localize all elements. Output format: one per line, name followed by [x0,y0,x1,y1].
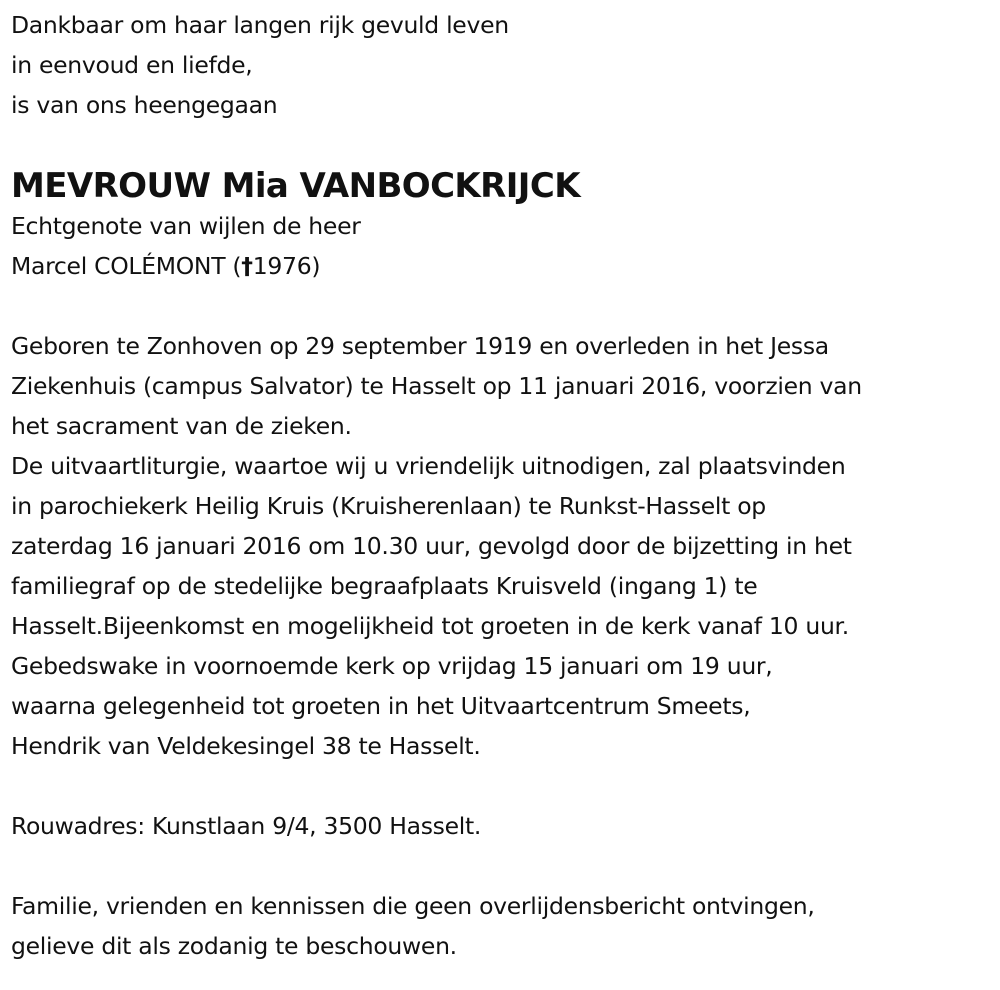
intro-line: Dankbaar om haar langen rijk gevuld leven [11,11,509,39]
detail-line: familiegraf op de stedelijke begraafplaats Kruisveld (ingang 1) te [11,572,758,600]
details-section [11,326,996,766]
spouse-line [11,246,996,286]
detail-line: waarna gelegenheid tot groeten in het Uitvaartcentrum Smeets, [11,692,751,720]
cross-icon: † [241,252,253,280]
spouse-relation: Echtgenote van wijlen de heer [11,212,361,240]
spouse-name: Marcel COLÉMONT ( [11,252,242,280]
detail-line: Ziekenhuis (campus Salvator) te Hasselt op 11 januari 2016, voorzien van [11,372,862,400]
detail-line: zaterdag 16 januari 2016 om 10.30 uur, gevolgd door de bijzetting in het [11,532,852,560]
spacer [11,286,996,326]
intro-section [11,5,996,125]
closing-line: Familie, vrienden en kennissen die geen overlijdensbericht ontvingen, [11,892,815,920]
spacer [11,766,996,806]
spacer [11,846,996,886]
intro-line: is van ons heengegaan [11,91,278,119]
detail-line: Hendrik van Veldekesingel 38 te Hasselt. [11,732,481,760]
obituary-notice [11,5,996,966]
intro-line: in eenvoud en liefde, [11,51,253,79]
detail-line: Geboren te Zonhoven op 29 september 1919 en overleden in het Jessa [11,332,829,360]
detail-line: in parochiekerk Heilig Kruis (Kruisherenlaan) te Runkst-Hasselt op [11,492,766,520]
spacer [11,125,996,165]
closing-section [11,886,996,966]
detail-line: Gebedswake in voornoemde kerk op vrijdag 15 januari om 19 uur, [11,652,773,680]
mourning-address: Rouwadres: Kunstlaan 9/4, 3500 Hasselt. [11,812,482,840]
detail-line: het sacrament van de zieken. [11,412,352,440]
deceased-name: MEVROUW Mia VANBOCKRIJCK [11,166,580,206]
closing-line: gelieve dit als zodanig te beschouwen. [11,932,457,960]
detail-line: Hasselt.Bijeenkomst en mogelijkheid tot groeten in de kerk vanaf 10 uur. [11,612,849,640]
deceased-section [11,166,996,286]
detail-line: De uitvaartliturgie, waartoe wij u vriendelijk uitnodigen, zal plaatsvinden [11,452,846,480]
spouse-death-year: 1976) [252,252,321,280]
